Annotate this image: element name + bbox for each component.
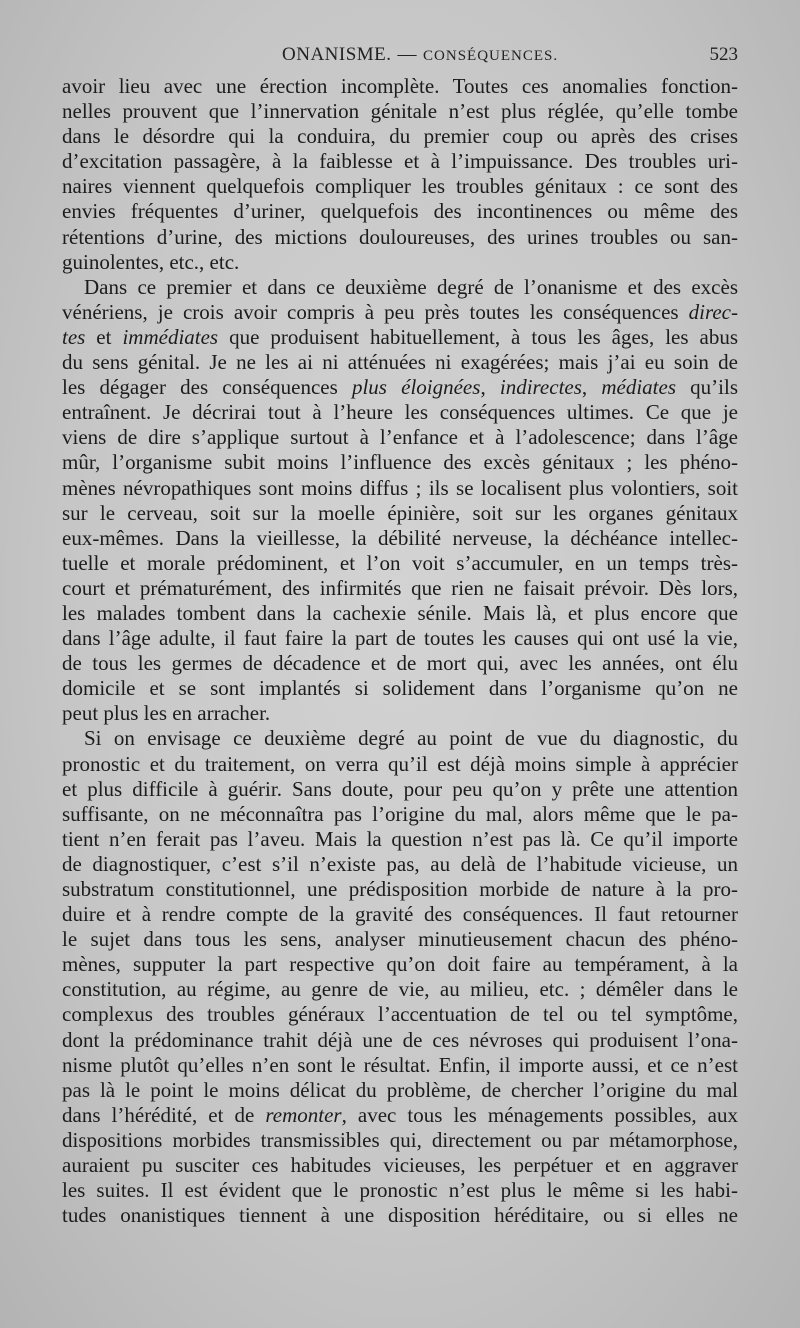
text-line xyxy=(62,300,738,325)
body-text xyxy=(62,74,738,1228)
text-run: sur le cerveau, soit sur la moelle épinière, soit sur les organes génitaux xyxy=(62,500,738,525)
text-line xyxy=(62,977,738,1002)
text-line xyxy=(62,576,738,601)
text-run: pronostic et du traitement, on verra qu’il est déjà moins simple à apprécier xyxy=(62,751,738,776)
text-line xyxy=(62,476,738,501)
text-run: court et prématurément, des infirmités que rien ne faisait prévoir. Dès lors, xyxy=(62,575,738,600)
text-run: Dans ce premier et dans ce deuxième degré de l’onanisme et des excès xyxy=(84,274,738,299)
text-line xyxy=(62,551,738,576)
text-line xyxy=(62,325,738,350)
text-run: , xyxy=(480,375,500,400)
italic-run: direc- xyxy=(688,299,738,324)
text-run: dont la prédominance trahit déjà une de ces névroses qui produisent l’ona- xyxy=(62,1027,738,1052)
text-run: auraient pu susciter ces habitudes vicieuses, les perpétuer et en aggraver xyxy=(62,1153,738,1178)
text-run: nisme plutôt qu’elles n’en sont le résultat. Enfin, il importe aussi, et ce n’est xyxy=(62,1052,738,1077)
text-run: pas là le point le moins délicat du problème, de chercher l’origine du mal xyxy=(62,1077,738,1102)
text-line xyxy=(62,701,738,726)
text-run: , xyxy=(581,375,602,400)
text-run: que produisent habituellement, à tous les âges, les abus xyxy=(218,324,738,349)
italic-run: plus éloignées xyxy=(351,375,481,400)
text-run: les dégager des conséquences xyxy=(62,375,352,400)
italic-run: indirectes xyxy=(499,375,582,400)
text-line xyxy=(62,1103,738,1128)
text-line xyxy=(62,1128,738,1153)
text-line xyxy=(62,501,738,526)
text-run: tuelle et morale prédominent, et l’on voit s’accumuler, en un temps très- xyxy=(62,550,738,575)
text-run: substratum constitutionnel, une prédisposition morbide de nature à la pro- xyxy=(62,877,738,901)
text-line xyxy=(62,275,738,300)
italic-run: remonter xyxy=(265,1102,342,1127)
text-run: complexus des troubles généraux l’accentuation de tel ou tel symptôme, xyxy=(62,1002,738,1027)
text-line xyxy=(62,626,738,651)
text-run: viens de dire s’applique surtout à l’enfance et à l’adolescence; dans l’âge xyxy=(62,425,738,450)
text-line xyxy=(62,601,738,626)
text-run: du sens génital. Je ne les ai ni atténuées ni exagérées; mais j’ai eu soin de xyxy=(62,350,738,375)
text-run: rétentions d’urine, des mictions douloureuses, des urines troubles ou san- xyxy=(62,224,738,249)
text-run: d’excitation passagère, à la faiblesse et à l’impuissance. Des troubles uri- xyxy=(62,149,738,174)
text-line xyxy=(62,651,738,676)
text-line xyxy=(62,777,738,802)
text-line xyxy=(62,1028,738,1053)
text-line xyxy=(62,1203,738,1228)
text-line xyxy=(62,450,738,475)
text-run: peut plus les en arracher. xyxy=(62,701,271,726)
text-line xyxy=(62,350,738,375)
text-line xyxy=(62,927,738,952)
text-run: mûr, l’organisme subit moins l’influence des excès génitaux ; les phéno- xyxy=(62,450,738,475)
text-run: avoir lieu avec une érection incomplète. Toutes ces anomalies fonction- xyxy=(62,74,738,98)
text-run: dans l’hérédité, et de xyxy=(62,1102,266,1127)
text-line xyxy=(62,174,738,199)
text-line xyxy=(62,902,738,927)
text-run: domicile et se sont implantés si solidement dans l’organisme qu’on ne xyxy=(62,676,738,701)
text-run: les suites. Il est évident que le pronostic n’est plus le même si les habi- xyxy=(62,1178,738,1203)
text-run: suffisante, on ne méconnaîtra pas l’origine du mal, alors même que le pa- xyxy=(62,801,738,826)
running-head xyxy=(62,40,738,70)
text-run: mènes, supputer la part respective qu’on doit faire au tempérament, à la xyxy=(62,952,738,977)
text-line xyxy=(62,375,738,400)
text-line xyxy=(62,726,738,751)
text-run: entraînent. Je décrirai tout à l’heure les conséquences ultimes. Ce que je xyxy=(62,400,738,425)
text-line xyxy=(62,526,738,551)
text-line xyxy=(62,250,738,275)
text-line xyxy=(62,74,738,99)
text-line xyxy=(62,225,738,250)
running-head-title xyxy=(282,44,558,66)
text-run: eux-mêmes. Dans la vieillesse, la débilité nerveuse, la déchéance intellec- xyxy=(62,525,738,550)
text-line xyxy=(62,752,738,777)
text-run: qu’ils xyxy=(676,375,739,400)
text-run: nelles prouvent que l’innervation génitale n’est plus réglée, qu’elle tombe xyxy=(62,99,738,124)
text-run: guinolentes, etc., etc. xyxy=(62,249,240,274)
text-run: constitution, au régime, au genre de vie, au milieu, etc. ; démêler dans le xyxy=(62,977,738,1002)
text-run: dispositions morbides transmissibles qui, directement ou par métamorphose, xyxy=(62,1127,738,1152)
text-run: les malades tombent dans la cachexie sénile. Mais là, et plus encore que xyxy=(62,600,738,625)
text-run: tient n’en ferait pas l’aveu. Mais la question n’est pas là. Ce qu’il importe xyxy=(62,826,738,851)
text-run: , avec tous les ménagements possibles, aux xyxy=(341,1102,739,1127)
title-dash: — xyxy=(397,44,418,65)
text-line xyxy=(62,802,738,827)
text-line xyxy=(62,400,738,425)
text-run: et xyxy=(85,324,123,349)
text-run: de tous les germes de décadence et de mort qui, avec les années, ont élu xyxy=(62,651,738,676)
text-line xyxy=(62,1178,738,1203)
text-run: le sujet dans tous les sens, analyser minutieusement chacun des phéno- xyxy=(62,927,738,952)
text-line xyxy=(62,124,738,149)
text-line xyxy=(62,1002,738,1027)
text-run: vénériens, je crois avoir compris à peu près toutes les conséquences xyxy=(62,299,689,324)
text-line xyxy=(62,1153,738,1178)
italic-run: immédiates xyxy=(122,324,219,349)
text-line xyxy=(62,425,738,450)
text-run: dans l’âge adulte, il faut faire la part de toutes les causes qui ont usé la vie, xyxy=(62,626,738,651)
text-run: envies fréquentes d’uriner, quelquefois des incontinences ou même des xyxy=(62,199,738,224)
text-run: et plus difficile à guérir. Sans doute, pour peu qu’on y prête une attention xyxy=(62,776,738,801)
text-line xyxy=(62,149,738,174)
text-run: de diagnostiquer, c’est s’il n’existe pas, au delà de l’habitude vicieuse, un xyxy=(62,851,738,876)
italic-run: médiates xyxy=(601,375,676,400)
page-number: 523 xyxy=(709,44,738,65)
text-line xyxy=(62,952,738,977)
text-line xyxy=(62,852,738,877)
text-line xyxy=(62,877,738,902)
text-line xyxy=(62,199,738,224)
text-line xyxy=(62,1078,738,1103)
text-run: dans le désordre qui la conduira, du premier coup ou après des crises xyxy=(62,124,738,149)
text-run: tudes onanistiques tiennent à une disposition héréditaire, ou si elles ne xyxy=(62,1203,738,1228)
chapter-title: ONANISME. xyxy=(282,44,392,65)
text-run: naires viennent quelquefois compliquer les troubles génitaux : ce sont des xyxy=(62,174,738,199)
section-title: CONSÉQUENCES. xyxy=(423,48,559,64)
text-line xyxy=(62,827,738,852)
text-run: mènes névropathiques sont moins diffus ; ils se localisent plus volontiers, soit xyxy=(62,475,738,500)
text-line xyxy=(62,99,738,124)
text-line xyxy=(62,1053,738,1078)
italic-run: tes xyxy=(62,324,86,349)
text-run: duire et à rendre compte de la gravité des conséquences. Il faut retourner xyxy=(62,902,738,927)
text-run: Si on envisage ce deuxième degré au point de vue du diagnostic, du xyxy=(84,726,738,751)
text-line xyxy=(62,676,738,701)
